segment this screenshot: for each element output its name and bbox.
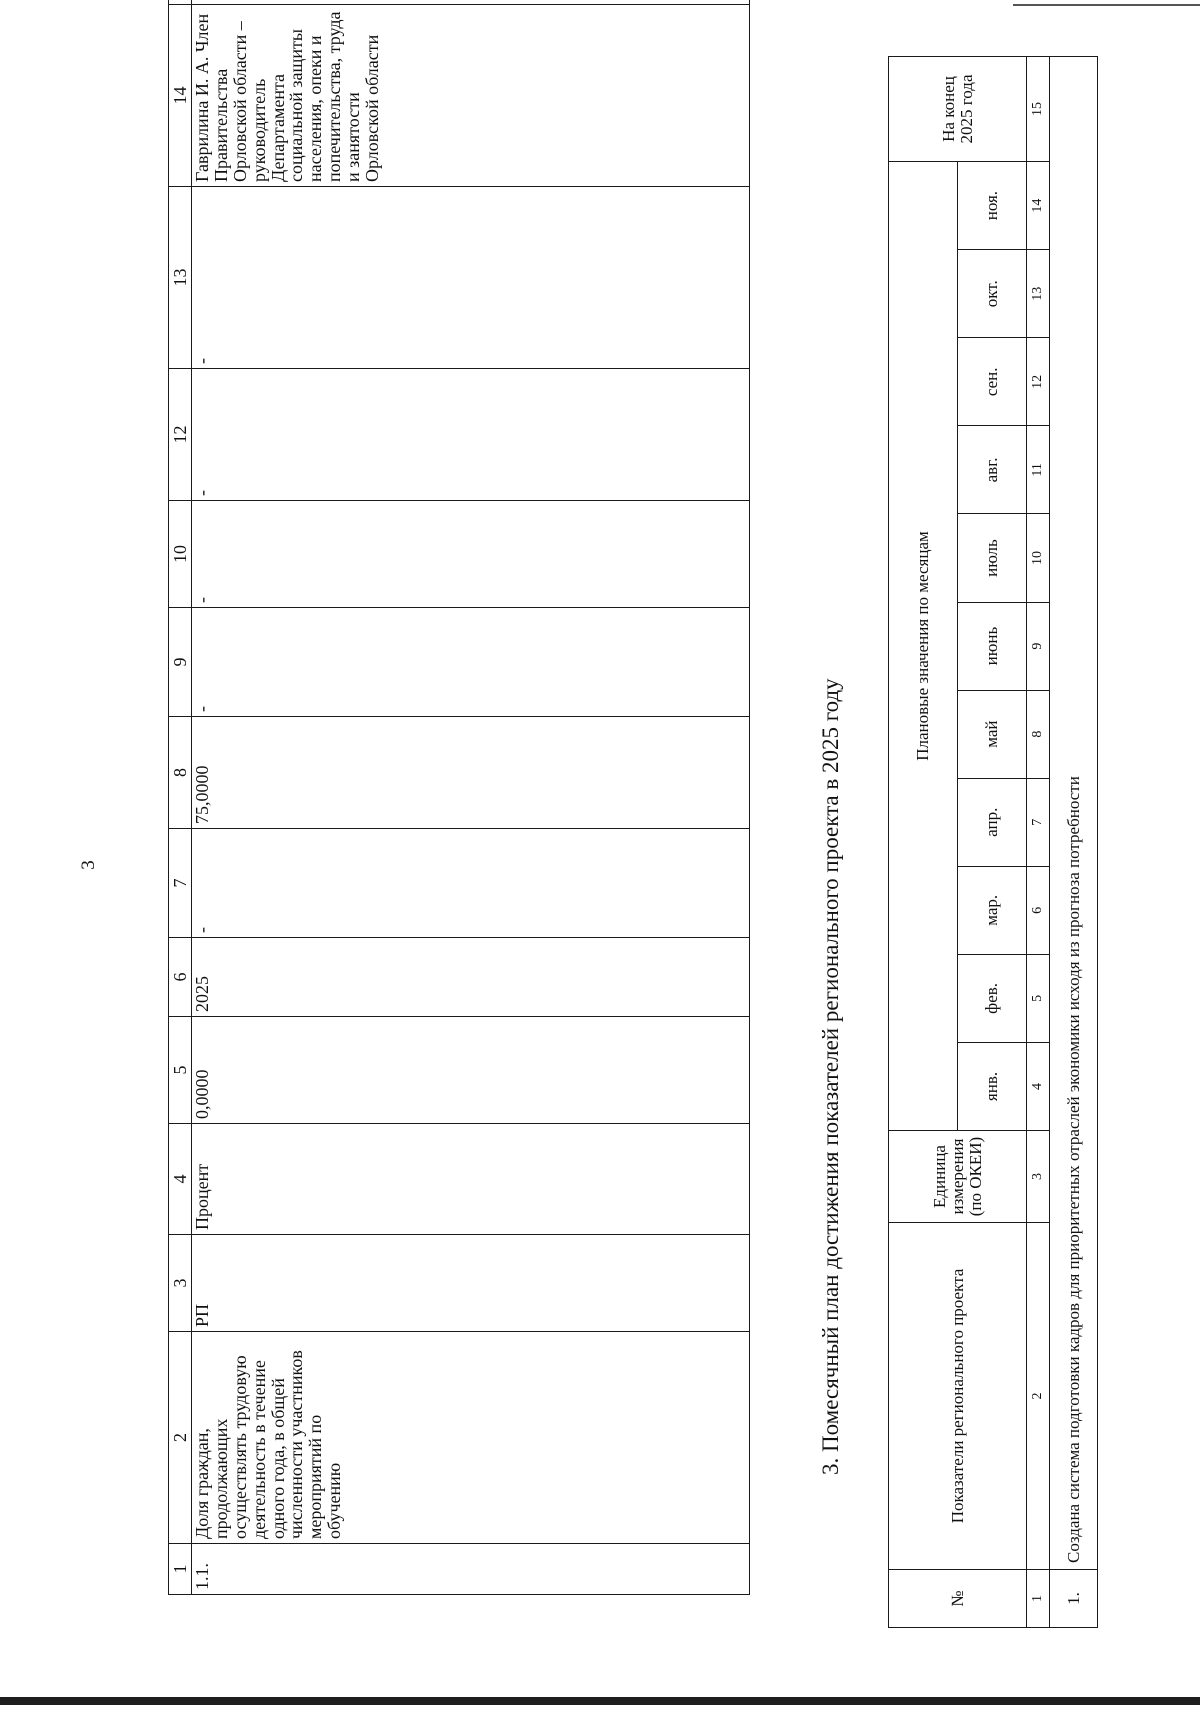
year-end-header: На конец 2025 года (889, 57, 1027, 162)
column-numbers-row (1027, 57, 1050, 1628)
number-header: № (889, 1570, 1027, 1628)
table-header-row (169, 0, 192, 1595)
month-header: мар. (958, 866, 1027, 954)
header-cell: 1 (169, 1544, 192, 1595)
bottom-rule (0, 1697, 1200, 1705)
column-number: 11 (1027, 426, 1050, 514)
header-cell: 8 (169, 717, 192, 829)
unit-cell: Процент (192, 1124, 750, 1235)
value-cell-7: - (192, 829, 750, 938)
header-cell: 13 (169, 187, 192, 369)
section-title: 3. Помесячный план достижения показателей регионального проекта в 2025 году (818, 678, 843, 1475)
header-cell: 12 (169, 369, 192, 501)
column-number: 10 (1027, 514, 1050, 602)
value-cell-12: - (192, 369, 750, 501)
month-header: июль (958, 514, 1027, 602)
month-header: сен. (958, 338, 1027, 426)
header-cell: 2 (169, 1332, 192, 1544)
level-cell: РП (192, 1235, 750, 1332)
value-cell-9: - (192, 608, 750, 717)
month-header: окт. (958, 250, 1027, 338)
column-number: 12 (1027, 338, 1050, 426)
column-number: 7 (1027, 778, 1050, 866)
column-number: 14 (1027, 162, 1050, 250)
table-row (192, 0, 750, 1595)
header-cell: 5 (169, 1017, 192, 1124)
month-header: авг. (958, 426, 1027, 514)
column-number: 15 (1027, 57, 1050, 162)
table-row (1050, 57, 1098, 1628)
month-header: июнь (958, 602, 1027, 690)
header-cell: 7 (169, 829, 192, 938)
value-cell-13: - (192, 187, 750, 369)
month-header: апр. (958, 778, 1027, 866)
column-number: 9 (1027, 602, 1050, 690)
year-cell: 2025 (192, 938, 750, 1017)
task-description: Создана система подготовки кадров для приоритетных отраслей экономики исходя из прогноза потребности (1050, 57, 1098, 1570)
indicator-header: Показатели регионального проекта (889, 1223, 1027, 1570)
indicators-table (168, 0, 750, 1595)
header-cell: 6 (169, 938, 192, 1017)
value-cell-8: 75,0000 (192, 717, 750, 829)
top-rule (1013, 4, 1200, 6)
month-header: ноя. (958, 162, 1027, 250)
column-number: 4 (1027, 1042, 1050, 1130)
monthly-plan-table (888, 56, 1098, 1628)
column-number: 3 (1027, 1131, 1050, 1223)
responsible-cell: Гаврилина И. А. Член Правительства Орловской области – руководитель Департамента социальной защиты населения, опеки и попечительства, труда и занятости Орловской области (192, 5, 750, 187)
column-number: 8 (1027, 690, 1050, 778)
value-cell-10: - (192, 501, 750, 608)
header-cell: 3 (169, 1235, 192, 1332)
month-header: фев. (958, 954, 1027, 1042)
header-row-1 (889, 57, 958, 1628)
header-cell: 14 (169, 5, 192, 187)
month-header: янв. (958, 1042, 1027, 1130)
header-cell: 9 (169, 608, 192, 717)
header-cell: 4 (169, 1124, 192, 1235)
plan-header: Плановые значения по месяцам (889, 162, 958, 1131)
header-cell (169, 0, 192, 5)
column-number: 6 (1027, 866, 1050, 954)
column-number: 13 (1027, 250, 1050, 338)
indicator-name: Доля граждан, продолжающих осуществлять трудовую деятельность в течение одного года, в общей численности участников мероприятий по обучению (192, 1332, 750, 1544)
value-cell-15 (192, 0, 750, 5)
column-number: 1 (1027, 1570, 1050, 1628)
column-number: 5 (1027, 954, 1050, 1042)
row-number: 1.1. (192, 1544, 750, 1595)
base-value-cell: 0,0000 (192, 1017, 750, 1124)
column-number: 2 (1027, 1223, 1050, 1570)
page-number: 3 (78, 860, 99, 870)
month-header: май (958, 690, 1027, 778)
row-number: 1. (1050, 1570, 1098, 1628)
header-cell: 10 (169, 501, 192, 608)
unit-header: Единица измерения (по ОКЕИ) (889, 1131, 1027, 1223)
